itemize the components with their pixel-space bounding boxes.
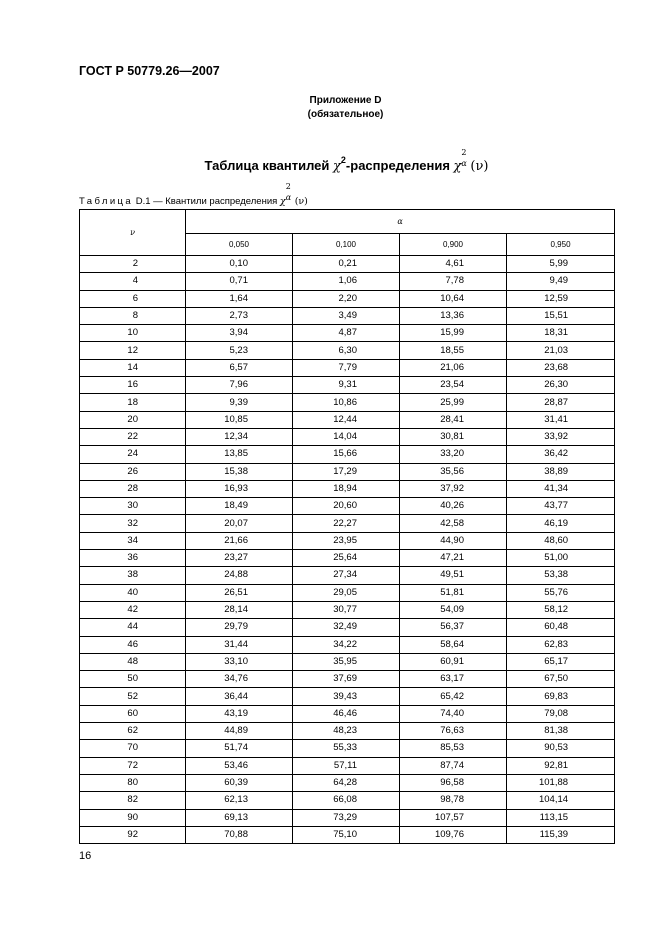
quantile-cell: 4,61: [400, 256, 507, 273]
quantile-cell: 15,99: [400, 325, 507, 342]
table-row: [80, 740, 615, 757]
section-title: [0, 148, 661, 174]
quantile-cell: 53,38: [507, 567, 615, 584]
quantile-cell: 18,55: [400, 342, 507, 359]
quantile-cell: 32,49: [293, 619, 400, 636]
quantile-table: [79, 209, 615, 844]
table-row: [80, 463, 615, 480]
quantile-cell: 43,77: [507, 498, 615, 515]
quantile-cell: 51,00: [507, 550, 615, 567]
nu-cell: 14: [80, 359, 186, 376]
quantile-cell: 44,89: [186, 723, 293, 740]
quantile-cell: 25,99: [400, 394, 507, 411]
quantile-cell: 28,41: [400, 411, 507, 428]
quantile-cell: 35,95: [293, 653, 400, 670]
nu-cell: 18: [80, 394, 186, 411]
quantile-cell: 75,10: [293, 826, 400, 843]
nu-cell: 2: [80, 256, 186, 273]
appendix-status: (обязательное): [307, 109, 384, 120]
quantile-cell: 85,53: [400, 740, 507, 757]
caption-chi-symbol: χ: [279, 196, 286, 207]
table-body: [80, 256, 615, 844]
quantile-cell: 54,09: [400, 601, 507, 618]
quantile-cell: 2,73: [186, 307, 293, 324]
quantile-cell: 10,64: [400, 290, 507, 307]
quantile-cell: 20,07: [186, 515, 293, 532]
nu-cell: 38: [80, 567, 186, 584]
quantile-cell: 44,90: [400, 532, 507, 549]
quantile-cell: 6,57: [186, 359, 293, 376]
chi-symbol-quantile: χ: [453, 159, 462, 174]
quantile-cell: 21,03: [507, 342, 615, 359]
quantile-cell: 1,64: [186, 290, 293, 307]
table-row: [80, 826, 615, 843]
quantile-cell: 33,10: [186, 653, 293, 670]
quantile-cell: 23,27: [186, 550, 293, 567]
table-row: [80, 359, 615, 376]
quantile-cell: 101,88: [507, 774, 615, 791]
quantile-cell: 7,79: [293, 359, 400, 376]
table-row: [80, 757, 615, 774]
quantile-cell: 9,39: [186, 394, 293, 411]
column-header: 0,050: [186, 234, 293, 256]
quantile-cell: 56,37: [400, 619, 507, 636]
quantile-cell: 64,28: [293, 774, 400, 791]
quantile-cell: 63,17: [400, 671, 507, 688]
table-row: [80, 394, 615, 411]
quantile-cell: 31,41: [507, 411, 615, 428]
nu-cell: 36: [80, 550, 186, 567]
nu-cell: 44: [80, 619, 186, 636]
quantile-cell: 104,14: [507, 792, 615, 809]
caption-subsup: [285, 182, 295, 204]
quantile-cell: 107,57: [400, 809, 507, 826]
quantile-cell: 18,31: [507, 325, 615, 342]
nu-cell: 6: [80, 290, 186, 307]
title-text-mid: -распределения: [345, 158, 454, 173]
quantile-cell: 37,92: [400, 480, 507, 497]
quantile-cell: 13,85: [186, 446, 293, 463]
table-row: [80, 809, 615, 826]
quantile-cell: 18,94: [293, 480, 400, 497]
table-row: [80, 446, 615, 463]
nu-cell: 26: [80, 463, 186, 480]
quantile-cell: 18,49: [186, 498, 293, 515]
nu-cell: 52: [80, 688, 186, 705]
quantile-cell: 98,78: [400, 792, 507, 809]
quantile-cell: 3,49: [293, 307, 400, 324]
quantile-cell: 109,76: [400, 826, 507, 843]
alpha-header: α: [186, 210, 615, 234]
nu-cell: 70: [80, 740, 186, 757]
quantile-cell: 65,17: [507, 653, 615, 670]
quantile-cell: 15,51: [507, 307, 615, 324]
caption-text: D.1 — Квантили распределения: [133, 196, 280, 207]
document-header: ГОСТ Р 50779.26—2007: [79, 64, 220, 78]
page-number: 16: [79, 850, 92, 862]
quantile-cell: 27,34: [293, 567, 400, 584]
quantile-cell: 69,83: [507, 688, 615, 705]
title-sup2: 2: [461, 148, 467, 157]
quantile-cell: 51,81: [400, 584, 507, 601]
title-superscript: 2: [340, 155, 346, 165]
quantile-cell: 87,74: [400, 757, 507, 774]
quantile-cell: 28,14: [186, 601, 293, 618]
quantile-cell: 36,42: [507, 446, 615, 463]
quantile-cell: 15,66: [293, 446, 400, 463]
table-row: [80, 792, 615, 809]
quantile-cell: 39,43: [293, 688, 400, 705]
quantile-cell: 12,44: [293, 411, 400, 428]
quantile-cell: 2,20: [293, 290, 400, 307]
quantile-cell: 53,46: [186, 757, 293, 774]
nu-cell: 24: [80, 446, 186, 463]
quantile-cell: 113,15: [507, 809, 615, 826]
column-header: 0,100: [293, 234, 400, 256]
quantile-cell: 17,29: [293, 463, 400, 480]
table-row: [80, 256, 615, 273]
quantile-cell: 29,79: [186, 619, 293, 636]
quantile-cell: 46,46: [293, 705, 400, 722]
quantile-cell: 81,38: [507, 723, 615, 740]
caption-argument: (ν): [294, 196, 308, 207]
quantile-cell: 60,39: [186, 774, 293, 791]
table-row: [80, 705, 615, 722]
quantile-cell: 9,49: [507, 273, 615, 290]
quantile-cell: 58,12: [507, 601, 615, 618]
table-row: [80, 584, 615, 601]
quantile-cell: 24,88: [186, 567, 293, 584]
title-subsup: [461, 148, 470, 170]
nu-cell: 82: [80, 792, 186, 809]
quantile-cell: 33,20: [400, 446, 507, 463]
nu-cell: 60: [80, 705, 186, 722]
quantile-cell: 42,58: [400, 515, 507, 532]
table-row: [80, 290, 615, 307]
table-row: [80, 480, 615, 497]
table-row: [80, 498, 615, 515]
table-row: [80, 688, 615, 705]
quantile-cell: 55,76: [507, 584, 615, 601]
quantile-cell: 31,44: [186, 636, 293, 653]
quantile-cell: 20,60: [293, 498, 400, 515]
quantile-cell: 41,34: [507, 480, 615, 497]
quantile-cell: 70,88: [186, 826, 293, 843]
table-row: [80, 653, 615, 670]
nu-cell: 46: [80, 636, 186, 653]
nu-cell: 34: [80, 532, 186, 549]
quantile-cell: 10,86: [293, 394, 400, 411]
quantile-cell: 3,94: [186, 325, 293, 342]
quantile-cell: 49,51: [400, 567, 507, 584]
nu-header: ν: [80, 210, 186, 256]
quantile-cell: 47,21: [400, 550, 507, 567]
quantile-cell: 90,53: [507, 740, 615, 757]
quantile-cell: 62,83: [507, 636, 615, 653]
caption-sub: α: [285, 193, 292, 202]
quantile-cell: 9,31: [293, 377, 400, 394]
caption-sup: 2: [285, 182, 291, 191]
table-row: [80, 550, 615, 567]
table-row: [80, 567, 615, 584]
quantile-cell: 0,71: [186, 273, 293, 290]
quantile-cell: 0,10: [186, 256, 293, 273]
quantile-cell: 23,68: [507, 359, 615, 376]
title-argument: (ν): [470, 159, 489, 174]
quantile-cell: 66,08: [293, 792, 400, 809]
quantile-cell: 96,58: [400, 774, 507, 791]
title-sub-alpha: α: [461, 159, 467, 168]
quantile-cell: 14,04: [293, 428, 400, 445]
nu-cell: 62: [80, 723, 186, 740]
quantile-cell: 4,87: [293, 325, 400, 342]
quantile-cell: 76,63: [400, 723, 507, 740]
quantile-cell: 7,96: [186, 377, 293, 394]
quantile-cell: 57,11: [293, 757, 400, 774]
table-caption: [79, 182, 308, 207]
nu-cell: 72: [80, 757, 186, 774]
quantile-cell: 33,92: [507, 428, 615, 445]
quantile-cell: 55,33: [293, 740, 400, 757]
quantile-cell: 46,19: [507, 515, 615, 532]
nu-cell: 30: [80, 498, 186, 515]
nu-cell: 28: [80, 480, 186, 497]
quantile-cell: 34,76: [186, 671, 293, 688]
nu-cell: 80: [80, 774, 186, 791]
table-row: [80, 377, 615, 394]
quantile-cell: 51,74: [186, 740, 293, 757]
quantile-cell: 30,77: [293, 601, 400, 618]
nu-cell: 20: [80, 411, 186, 428]
table-row: [80, 428, 615, 445]
quantile-cell: 7,78: [400, 273, 507, 290]
nu-cell: 8: [80, 307, 186, 324]
quantile-cell: 16,93: [186, 480, 293, 497]
column-header: 0,950: [507, 234, 615, 256]
table-row: [80, 342, 615, 359]
quantile-cell: 79,08: [507, 705, 615, 722]
column-header: 0,900: [400, 234, 507, 256]
quantile-cell: 62,13: [186, 792, 293, 809]
quantile-cell: 92,81: [507, 757, 615, 774]
quantile-cell: 36,44: [186, 688, 293, 705]
quantile-cell: 73,29: [293, 809, 400, 826]
quantile-cell: 38,89: [507, 463, 615, 480]
quantile-cell: 10,85: [186, 411, 293, 428]
quantile-cell: 69,13: [186, 809, 293, 826]
nu-cell: 48: [80, 653, 186, 670]
table-row: [80, 619, 615, 636]
quantile-cell: 67,50: [507, 671, 615, 688]
quantile-cell: 26,30: [507, 377, 615, 394]
quantile-cell: 60,91: [400, 653, 507, 670]
quantile-cell: 13,36: [400, 307, 507, 324]
nu-cell: 16: [80, 377, 186, 394]
table-row: [80, 307, 615, 324]
quantile-cell: 115,39: [507, 826, 615, 843]
quantile-cell: 28,87: [507, 394, 615, 411]
quantile-cell: 23,54: [400, 377, 507, 394]
quantile-cell: 12,34: [186, 428, 293, 445]
nu-cell: 4: [80, 273, 186, 290]
quantile-cell: 35,56: [400, 463, 507, 480]
table-row: [80, 671, 615, 688]
title-text: Таблица квантилей: [204, 158, 334, 173]
quantile-cell: 29,05: [293, 584, 400, 601]
table-row: [80, 273, 615, 290]
quantile-cell: 1,06: [293, 273, 400, 290]
nu-cell: 42: [80, 601, 186, 618]
nu-cell: 40: [80, 584, 186, 601]
quantile-cell: 21,06: [400, 359, 507, 376]
quantile-cell: 43,19: [186, 705, 293, 722]
quantile-cell: 5,23: [186, 342, 293, 359]
caption-label: Таблица: [79, 196, 134, 207]
table-row: [80, 774, 615, 791]
quantile-cell: 0,21: [293, 256, 400, 273]
nu-cell: 22: [80, 428, 186, 445]
chi-symbol: χ: [333, 159, 341, 174]
quantile-cell: 12,59: [507, 290, 615, 307]
quantile-cell: 37,69: [293, 671, 400, 688]
quantile-cell: 60,48: [507, 619, 615, 636]
nu-cell: 12: [80, 342, 186, 359]
table-row: [80, 411, 615, 428]
table-row: [80, 723, 615, 740]
nu-cell: 92: [80, 826, 186, 843]
quantile-cell: 65,42: [400, 688, 507, 705]
quantile-cell: 22,27: [293, 515, 400, 532]
quantile-cell: 34,22: [293, 636, 400, 653]
quantile-cell: 25,64: [293, 550, 400, 567]
nu-cell: 32: [80, 515, 186, 532]
quantile-cell: 74,40: [400, 705, 507, 722]
appendix-label: Приложение D: [309, 95, 382, 106]
quantile-cell: 21,66: [186, 532, 293, 549]
quantile-cell: 30,81: [400, 428, 507, 445]
quantile-cell: 5,99: [507, 256, 615, 273]
table-row: [80, 325, 615, 342]
nu-cell: 50: [80, 671, 186, 688]
quantile-cell: 15,38: [186, 463, 293, 480]
nu-cell: 10: [80, 325, 186, 342]
quantile-cell: 26,51: [186, 584, 293, 601]
nu-cell: 90: [80, 809, 186, 826]
quantile-cell: 6,30: [293, 342, 400, 359]
table-row: [80, 601, 615, 618]
table-row: [80, 515, 615, 532]
quantile-cell: 48,23: [293, 723, 400, 740]
quantile-cell: 23,95: [293, 532, 400, 549]
quantile-cell: 40,26: [400, 498, 507, 515]
quantile-cell: 58,64: [400, 636, 507, 653]
quantile-cell: 48,60: [507, 532, 615, 549]
table-row: [80, 532, 615, 549]
table-row: [80, 636, 615, 653]
